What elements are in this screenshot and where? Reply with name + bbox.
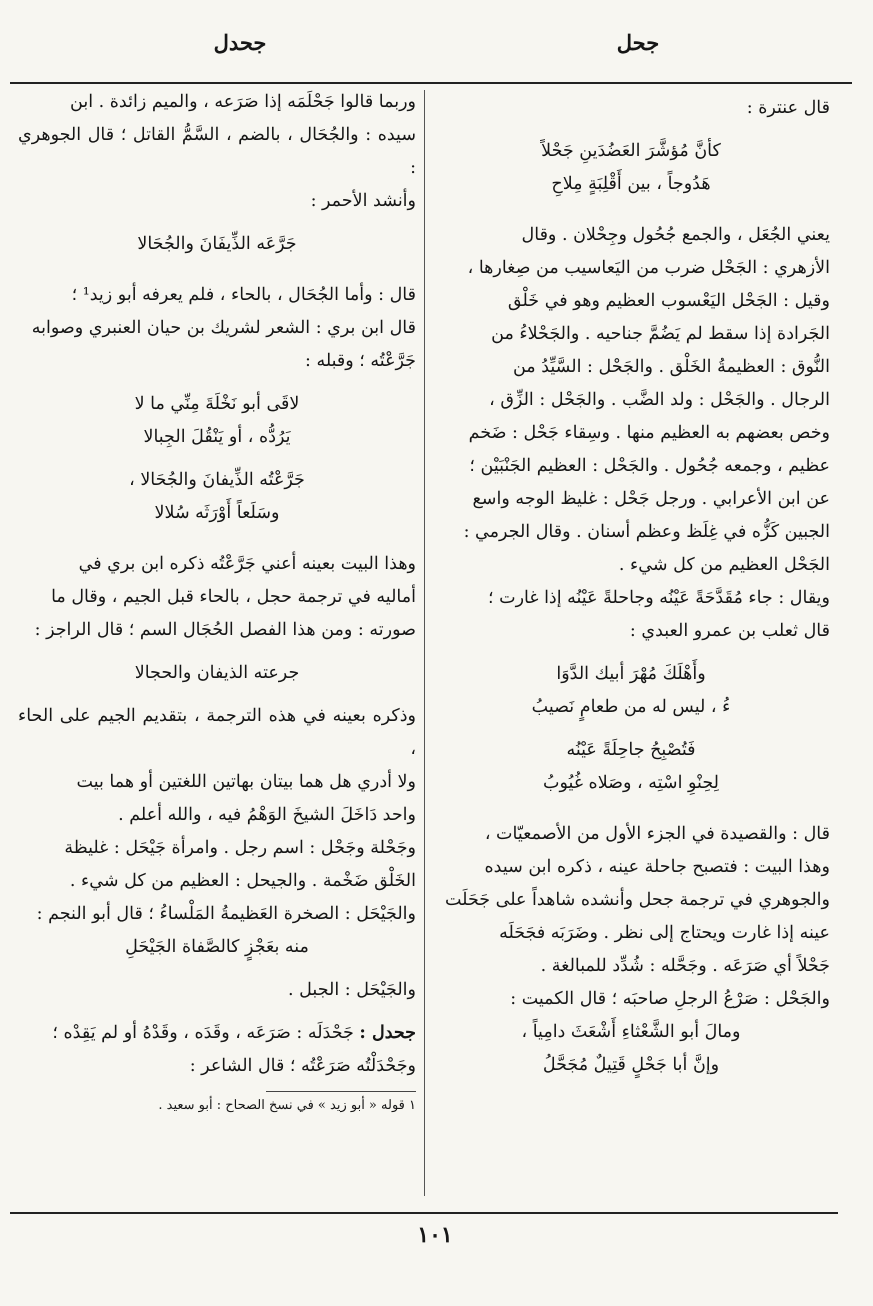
text-line: عظيم ، وجمعه جُحُول . والجَحْل : العظيم الجَنْبَيْن ؛ — [469, 456, 830, 476]
verse-line: لاقَى أبو نَخْلَةَ مِنِّي ما لا — [134, 394, 300, 414]
text-line: قال : وأما الجُحَال ، بالحاء ، فلم يعرفه أبو زيد¹ ؛ — [71, 285, 416, 305]
text-line: الجَحْل العظيم من كل شيء . — [618, 555, 830, 575]
footnote: ١ قوله « أبو زيد » في نسخ الصحاح : أبو سعيد . — [158, 1098, 416, 1113]
text-line: والجوهري في ترجمة جحل وأنشده شاهداً على جَحَلَت — [445, 890, 830, 910]
verse-line: وإنَّ أبا جَحْلٍ قَتِيلٌ مُجَحَّلُ — [542, 1055, 720, 1075]
text-line: قال عنترة : — [746, 98, 830, 118]
text-line: جَحْلاً أي صَرَعَه . وجَحَّله : شُدِّد للمبالغة . — [540, 956, 830, 976]
entry-first-line — [18, 1017, 416, 1050]
text-line: وجَحْلة وجَحْل : اسم رجل . وامرأة جَيْحَل : غليظة — [64, 838, 416, 858]
verse-line: يَرُدُّه ، أو يَنْقُلَ الجِبالا — [143, 427, 291, 447]
verse-line: ءُ ، ليس له من طعامٍ نَصيبُ — [531, 697, 731, 717]
verse-line: ومالَ أبو الشَّعْثاءِ أَشْعَثَ دامِياً ، — [521, 1022, 741, 1042]
verse-line: هَدُوجاً ، بين أَقْلِبَةٍ مِلاحِ — [551, 174, 711, 194]
text-line: وأنشد الأحمر : — [310, 191, 416, 211]
text-line: أماليه في ترجمة حجل ، بالحاء قبل الجيم ، وقال ما — [51, 587, 416, 607]
text-line: وخص بعضهم به العظيم منها . وسِقاء جَحْل : ضَخم — [468, 423, 830, 443]
text-line: الجَرادة إذا سقط لم يَضُمَّ جناحيه . والجَحْلاءُ من — [491, 324, 830, 344]
footnote-rule — [266, 1091, 416, 1092]
text-line: وجَحْدَلْتُه صَرَعْتُه ؛ قال الشاعر : — [189, 1056, 416, 1076]
text-line: عينه إذا غارت ويحتاج إلى نظر . وضَرَبَه فجَحَلَه — [499, 923, 830, 943]
text-line: واحد دَاخَلَ الشيخَ الوَهْمُ فيه ، والله أعلم . — [118, 805, 416, 825]
left-column — [18, 86, 416, 1118]
entry-text: جَحْدَلَه : صَرَعَه ، وقَدَه ، وقَدْهُ أو لم يَقِدْه ؛ — [52, 1023, 354, 1043]
page-number: ١٠١ — [417, 1222, 453, 1248]
right-column — [432, 92, 830, 1082]
text-line: النُّوق : العظيمةُ الخَلْق . والجَحْل : السَّيِّدُ من — [512, 357, 830, 377]
text-line: الجبين كَزُّه في غِلَظ وعظم أسنان . وقال الجرمي : — [463, 522, 830, 542]
verse-line: لِحِنْوِ اسْتِه ، وصَلاه غُيُوبُ — [543, 773, 719, 793]
text-line: يعني الجُعَل ، والجمع جُحُول وجِحْلان . وقال — [521, 225, 830, 245]
column-divider — [424, 90, 425, 1196]
verse-line: منه بعَجْزٍ كالصَّفاة الجَيْحَلِ — [125, 937, 309, 957]
text-line: وهذا البيت بعينه أعني جَرَّعْتُه ذكره ابن بري في — [78, 554, 416, 574]
verse-line: جَرَّعَه الذِّيفَانَ والجُحَالا — [137, 234, 297, 254]
text-line: الرجال . والجَحْل : ولد الضَّب . والجَحْل : الزِّق ، — [489, 390, 830, 410]
verse-line: وسَلَعاً أَوْرَثَه سُلالا — [154, 503, 280, 523]
verse-line: فَتُصْبِحُ جاحِلَةً عَيْنُه — [566, 740, 696, 760]
text-line: وذكره بعينه في هذه الترجمة ، بتقديم الجيم على الحاء ، — [18, 706, 416, 759]
verse-line: جرعته الذيفان والحجالا — [134, 663, 300, 683]
header-left-title: جحدل — [213, 30, 267, 55]
text-line: ولا أدري هل هما بيتان بهاتين اللغتين أو هما بيت — [76, 772, 416, 792]
entry-headword: جحدل : — [359, 1023, 416, 1043]
header-right-title: جحل — [616, 30, 660, 55]
text-line: والجَيْحَل : الجبل . — [288, 980, 416, 1000]
verse-line: وأَهْلَكَ مُهْرَ أبيك الدَّوَا — [556, 664, 706, 684]
text-line: والجَحْل : صَرْعُ الرجلِ صاحبَه ؛ قال الكميت : — [510, 989, 830, 1009]
text-line: قال : والقصيدة في الجزء الأول من الأصمعيّات ، — [484, 824, 830, 844]
text-line: جَرَّعْتُه ؛ وقبله : — [305, 351, 416, 371]
text-line: عن ابن الأعرابي . ورجل جَحْل : غليظ الوجه واسع — [472, 489, 830, 509]
bottom-rule — [10, 1212, 838, 1214]
text-line: والجَيْحَل : الصخرة العَظيمةُ المَلْساءُ ؛ قال أبو النجم : — [36, 904, 416, 924]
header-rule — [10, 82, 852, 84]
text-line: قال ثعلب بن عمرو العبدي : — [629, 621, 830, 641]
verse-line: كأنَّ مُؤشَّرَ العَضُدَينِ جَحْلاً — [541, 141, 721, 161]
text-line: وقيل : الجَحْل اليَعْسوب العظيم وهو في خَلْق — [507, 291, 830, 311]
text-line: وربما قالوا جَحْلَمَه إذا صَرَعه ، والميم زائدة . ابن — [70, 92, 416, 112]
text-line: قال ابن بري : الشعر لشريك بن حيان العنبري وصوابه — [31, 318, 416, 338]
verse-line: جَرَّعْتُه الذِّيفانَ والجُحَالا ، — [129, 470, 305, 490]
text-line: ويقال : جاء مُقَدَّحَةً عَيْنُه وجاحلةً عَيْنُه إذا غارت ؛ — [487, 588, 830, 608]
text-line: الأزهري : الجَحْل ضرب من اليَعاسيب من صِغارها ، — [467, 258, 830, 278]
text-line: الخَلْق ضَخْمة . والجيحل : العظيم من كل شيء . — [69, 871, 416, 891]
text-line: صورته : ومن هذا الفصل الحُجَال السم ؛ قال الراجز : — [34, 620, 416, 640]
text-line: وهذا البيت : فتصبح جاحلة عينه ، ذكره ابن سيده — [484, 857, 830, 877]
text-line: سيده : والجُحَال ، بالضم ، السَّمُّ القاتل ؛ قال الجوهري : — [18, 125, 416, 178]
